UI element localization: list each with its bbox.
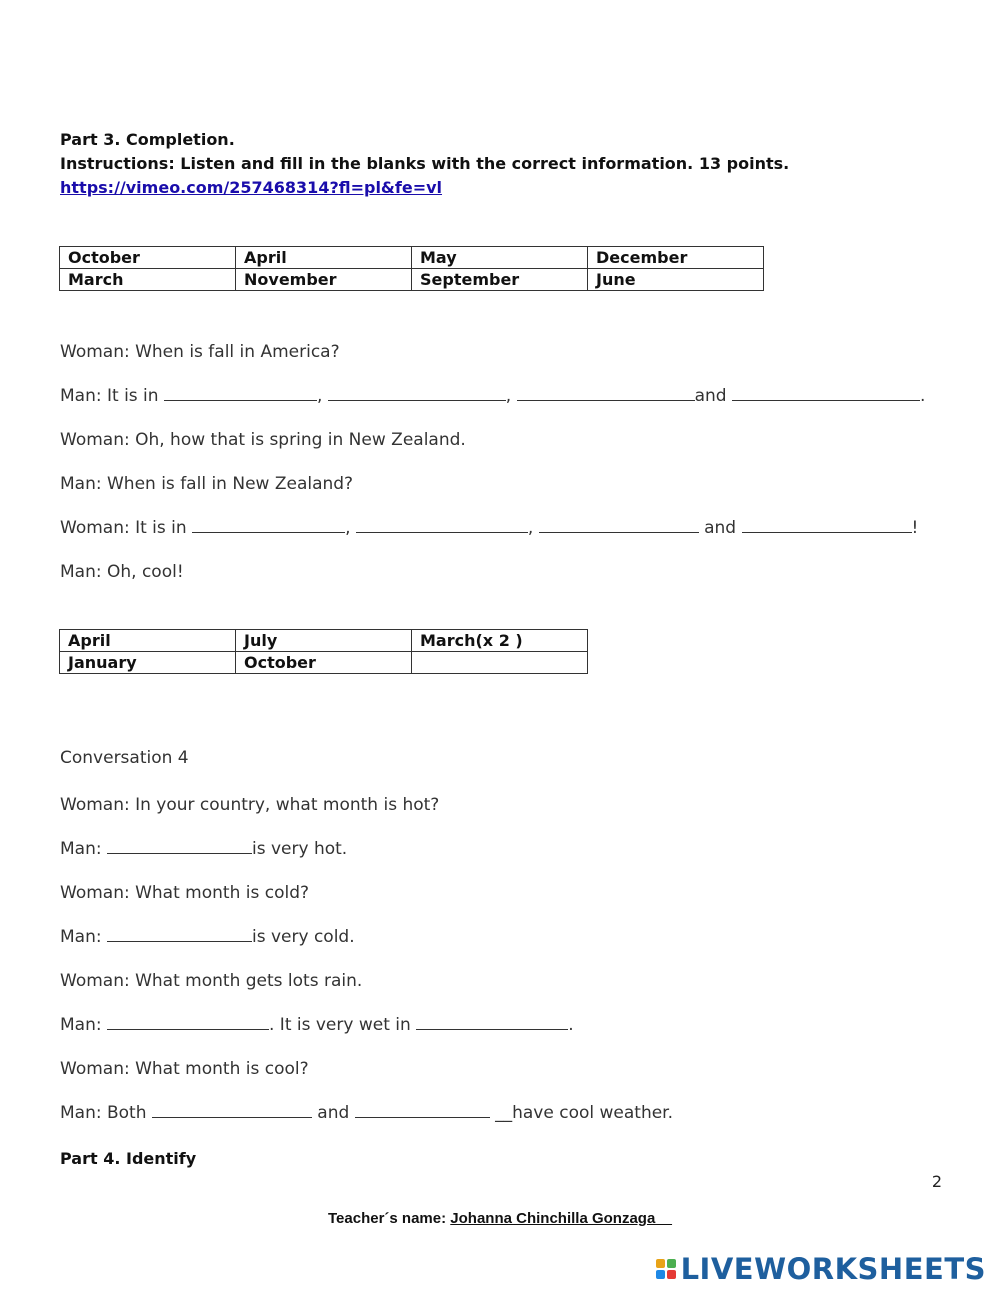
teacher-label: Teacher´s name: — [328, 1210, 451, 1227]
answer-blank[interactable] — [107, 927, 252, 942]
answer-blank[interactable] — [107, 839, 252, 854]
word-cell — [412, 652, 588, 674]
answer-blank[interactable] — [107, 1015, 269, 1030]
answer-blank[interactable] — [192, 518, 345, 533]
conv4-title: Conversation 4 — [60, 748, 189, 768]
line-text: Man: — [60, 839, 107, 859]
part4-title: Part 4. Identify — [60, 1149, 197, 1168]
line-text: Woman: It is in — [60, 518, 193, 538]
word-cell: March — [60, 269, 236, 291]
conv3-line-5 — [60, 518, 918, 538]
word-cell: November — [236, 269, 412, 291]
line-text: , — [527, 518, 539, 538]
word-bank-2 — [59, 629, 588, 674]
answer-blank[interactable] — [356, 518, 528, 533]
conv4-line-4 — [60, 927, 355, 947]
line-text: , — [505, 386, 517, 406]
answer-blank[interactable] — [152, 1103, 312, 1118]
word-cell: July — [236, 630, 412, 652]
logo-square — [667, 1259, 676, 1268]
part3-title: Part 3. Completion. — [60, 130, 235, 149]
conv3-line-1: Woman: When is fall in America? — [60, 342, 340, 362]
conv4-line-1: Woman: In your country, what month is hot? — [60, 795, 440, 815]
video-link[interactable]: https://vimeo.com/257468314?fl=pl&fe=vl — [60, 178, 443, 197]
line-text: , — [316, 386, 328, 406]
word-cell: October — [60, 247, 236, 269]
word-cell: April — [236, 247, 412, 269]
answer-blank[interactable] — [732, 386, 920, 401]
word-cell: December — [588, 247, 764, 269]
line-text: ! — [911, 518, 919, 538]
table-row — [60, 247, 764, 269]
answer-blank[interactable] — [517, 386, 695, 401]
word-cell: April — [60, 630, 236, 652]
line-text: and — [311, 1103, 355, 1123]
word-cell: May — [412, 247, 588, 269]
conv4-line-6 — [60, 1015, 574, 1035]
line-text: Man: — [60, 1015, 107, 1035]
word-cell: June — [588, 269, 764, 291]
word-cell: September — [412, 269, 588, 291]
answer-blank[interactable] — [539, 518, 699, 533]
answer-blank[interactable] — [164, 386, 317, 401]
line-text: is very cold. — [252, 927, 355, 947]
answer-blank[interactable] — [328, 386, 506, 401]
conv3-line-4: Man: When is fall in New Zealand? — [60, 474, 354, 494]
conv3-line-2 — [60, 386, 925, 406]
conv4-line-7: Woman: What month is cool? — [60, 1059, 309, 1079]
liveworksheets-logo[interactable] — [656, 1252, 986, 1286]
line-text: Man: It is in — [60, 386, 164, 406]
answer-blank[interactable] — [416, 1015, 568, 1030]
line-text: __ — [489, 1103, 513, 1123]
line-text: Man: — [60, 927, 107, 947]
conv4-line-5: Woman: What month gets lots rain. — [60, 971, 363, 991]
word-cell: October — [236, 652, 412, 674]
liveworksheets-logo-icon — [656, 1259, 676, 1279]
logo-text: LIVEWORKSHEETS — [680, 1252, 986, 1286]
conv4-line-3: Woman: What month is cold? — [60, 883, 310, 903]
line-text: . It is very wet in — [269, 1015, 417, 1035]
part3-instructions: Instructions: Listen and fill in the blanks with the correct information. 13 points. — [60, 154, 790, 173]
line-text: . — [568, 1015, 574, 1035]
line-text: , — [345, 518, 356, 538]
conv3-line-6: Man: Oh, cool! — [60, 562, 184, 582]
word-cell: March(x 2 ) — [412, 630, 588, 652]
answer-blank[interactable] — [742, 518, 912, 533]
teacher-footer — [0, 1210, 1000, 1227]
page-number: 2 — [931, 1172, 942, 1191]
line-text: and — [698, 518, 742, 538]
line-text: is very hot. — [252, 839, 348, 859]
table-row — [60, 652, 588, 674]
conv3-line-3: Woman: Oh, how that is spring in New Zealand. — [60, 430, 466, 450]
logo-square — [656, 1259, 665, 1268]
line-text: have cool weather. — [512, 1103, 674, 1123]
table-row — [60, 269, 764, 291]
word-bank-1 — [59, 246, 764, 291]
line-text: and — [694, 386, 732, 406]
conv4-line-8 — [60, 1103, 673, 1123]
line-text: . — [919, 386, 926, 406]
word-cell: January — [60, 652, 236, 674]
teacher-name: Johanna Chinchilla Gonzaga__ — [450, 1210, 672, 1227]
line-text: Man: Both — [60, 1103, 152, 1123]
table-row — [60, 630, 588, 652]
answer-blank[interactable] — [355, 1103, 490, 1118]
logo-square — [667, 1270, 676, 1279]
logo-square — [656, 1270, 665, 1279]
conv4-line-2 — [60, 839, 347, 859]
